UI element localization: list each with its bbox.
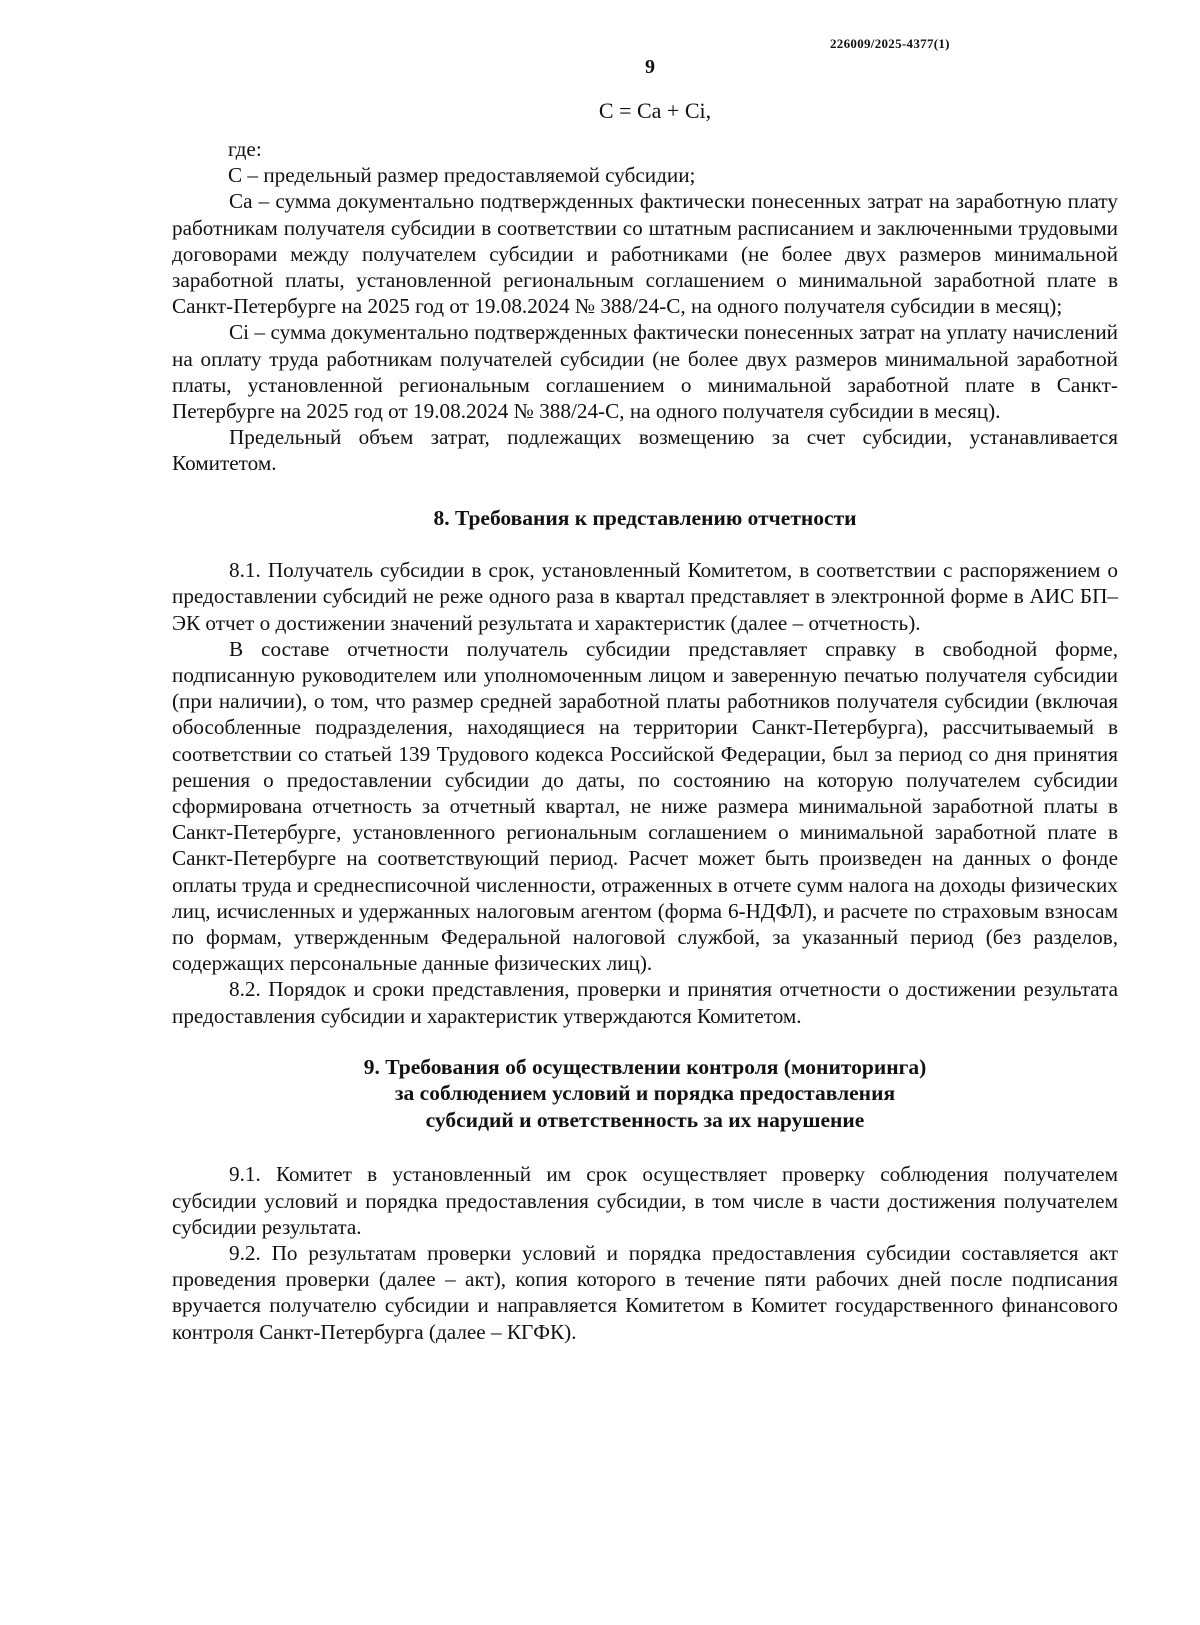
- section-9-title-line-2: за соблюдением условий и порядка предоставления: [394, 1081, 896, 1106]
- page-number: 9: [645, 56, 655, 78]
- subsidy-formula: C = Ca + Ci,: [598, 98, 712, 123]
- spacer: [172, 1029, 1118, 1054]
- paragraph-9-2: 9.2. По результатам проверки условий и порядка предоставления субсидии составляется акт проведения проверки (далее – акт), копия которого в течение пяти рабочих дней после подписания вручается получателю субсидии и направляется Комитетом в Комитет государственного финансового контроля Санкт-Петербурга (далее – КГФК).: [172, 1240, 1118, 1344]
- where-label: где:: [228, 137, 262, 161]
- paragraph-8-1-report-content: В составе отчетности получатель субсидии представляет справку в свободной форме, подписанную руководителем или уполномоченным лицом и заверенную печатью получателя субсидии (при наличии), о том, что размер средней заработной платы работников получателя субсидии (включая обособленные подразделения, находящиеся на территории Санкт-Петербурга), рассчитываемый в соответствии со статьей 139 Трудового кодекса Российской Федерации, был за период со дня принятия решения о предоставлении субсидии до даты, по состоянию на которую получателем субсидии сформирована отчетность за отчетный квартал, не ниже размера минимальной заработной платы в Санкт-Петербурге, установленного региональным соглашением о минимальной заработной плате в Санкт-Петербурге на соответствующий период. Расчет может быть произведен на данных о фонде оплаты труда и среднесписочной численности, отраженных в отчете сумм налога на доходы физических лиц, исчисленных и удержанных налоговым агентом (форма 6-НДФЛ), и расчете по страховым взносам по формам, утвержденным Федеральной налоговой службой, за указанный период (без разделов, содержащих персональные данные физических лиц).: [172, 636, 1118, 976]
- spacer: [172, 1133, 1118, 1161]
- document-body: [172, 136, 1118, 1345]
- paragraph-9-1: 9.1. Комитет в установленный им срок осуществляет проверку соблюдения получателем субсидии условий и порядка предоставления субсидии, в том числе в части достижения получателем субсидии результата.: [172, 1162, 1118, 1239]
- section-9-title-line-1: 9. Требования об осуществлении контроля (мониторинга): [363, 1054, 927, 1079]
- cost-limit-paragraph: Предельный объем затрат, подлежащих возмещению за счет субсидии, устанавливается Комитетом.: [172, 425, 1118, 476]
- section-9-title: [172, 1054, 1118, 1134]
- spacer: [172, 531, 1118, 557]
- document-registration-number: 226009/2025-4377(1): [830, 36, 950, 51]
- section-8-title: 8. Требования к представлению отчетности: [433, 505, 857, 530]
- definition-ca: Са – сумма документально подтвержденных фактически понесенных затрат на заработную плату работникам получателя субсидии в соответствии со штатным расписанием и заключенными трудовыми договорами между получателем субсидии и работниками (не более двух размеров минимальной заработной платы, установленной региональным соглашением о минимальной заработной плате в Санкт-Петербурге на 2025 год от 19.08.2024 № 388/24-С, на одного получателя субсидии в месяц);: [172, 189, 1118, 319]
- definition-c: С – предельный размер предоставляемой субсидии;: [228, 163, 696, 188]
- definition-ci: Ci – сумма документально подтвержденных фактически понесенных затрат на уплату начислений на оплату труда работникам получателей субсидии (не более двух размеров минимальной заработной платы, установленной региональным соглашением о минимальной заработной плате в Санкт-Петербурге на 2025 год от 19.08.2024 № 388/24-С, на одного получателя субсидии в месяц).: [172, 320, 1118, 424]
- paragraph-8-2: 8.2. Порядок и сроки представления, проверки и принятия отчетности о достижении результата предоставления субсидии и характеристик утверждаются Комитетом.: [172, 977, 1118, 1028]
- paragraph-8-1: 8.1. Получатель субсидии в срок, установленный Комитетом, в соответствии с распоряжением о предоставлении субсидий не реже одного раза в квартал представляет в электронной форме в АИС БП–ЭК отчет о достижении значений результата и характеристик (далее – отчетность).: [172, 558, 1118, 635]
- section-9-title-line-3: субсидий и ответственность за их нарушение: [425, 1107, 865, 1132]
- spacer: [172, 477, 1118, 505]
